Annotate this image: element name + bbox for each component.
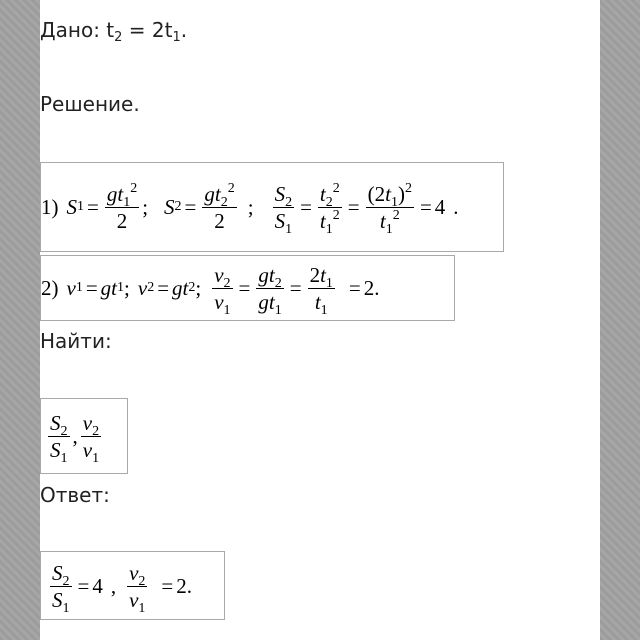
- background-right-margin: [600, 0, 640, 640]
- fraction-s2-over-s1: $\frac{S_2}{S_1}$: [52, 560, 70, 616]
- fraction-2t1-squared-over-t1sq: $\frac{(2t_1)^2}{t_1^2}$: [367, 180, 412, 237]
- formula-2: 2) v 1 = g t 1 ; v 2 = g t 2 ; $\frac{v_2}{v_1}$ = $\frac{gt_2}{gt_1}$ = $\frac{2t_1}{t_1}$ = 2 .: [41, 262, 380, 318]
- fraction-2t1-over-t1: $\frac{2t_1}{t_1}$: [309, 262, 333, 318]
- fraction-s2-over-s1: $\frac{S_2}{S_1}$: [50, 410, 68, 466]
- fraction-gt1-squared-over-2: $\frac{gt_1^2}{2}$: [106, 180, 138, 233]
- formula-1: 1) S 1 = $\frac{gt_1^2}{2}$ ; S 2 = $\frac{gt_2^2}{2}$ ; $\frac{S_2}{S_1}$ = $\frac{t_2^2}{t_1^2}$ = $\frac{(2t_1)^2}{t_1^2}$ = 4 .: [41, 180, 459, 237]
- fraction-v2-over-v1: $\frac{v_2}{v_1}$: [82, 410, 100, 466]
- fraction-s2-over-s1: $\frac{S_2}{S_1}$: [274, 181, 293, 237]
- background-left-margin: [0, 0, 40, 640]
- fraction-gt2-squared-over-2: $\frac{gt_2^2}{2}$: [204, 180, 235, 233]
- find-formula: $\frac{S_2}{S_1}$ , $\frac{v_2}{v_1}$: [50, 410, 100, 466]
- find-heading: Найти:: [40, 329, 112, 353]
- fraction-v2-over-v1: $\frac{v_2}{v_1}$: [214, 262, 231, 318]
- formula-2-box: [40, 255, 455, 321]
- answer-formula: $\frac{S_2}{S_1}$ = 4 , $\frac{v_2}{v_1}$ = 2 .: [52, 560, 193, 616]
- answer-heading: Ответ:: [40, 483, 110, 507]
- answer-formula-box: [40, 551, 225, 620]
- formula-1-box: [40, 162, 504, 252]
- find-formula-box: [40, 398, 128, 474]
- fraction-v2-over-v1: $\frac{v_2}{v_1}$: [129, 560, 146, 616]
- fraction-t2sq-over-t1sq: $\frac{t_2^2}{t_1^2}$: [319, 180, 340, 237]
- given-line: Дано: $t_2 = 2t_1$.: [40, 18, 188, 45]
- solution-heading: Решение.: [40, 92, 140, 116]
- fraction-gt2-over-gt1: $\frac{gt_2}{gt_1}$: [258, 262, 282, 318]
